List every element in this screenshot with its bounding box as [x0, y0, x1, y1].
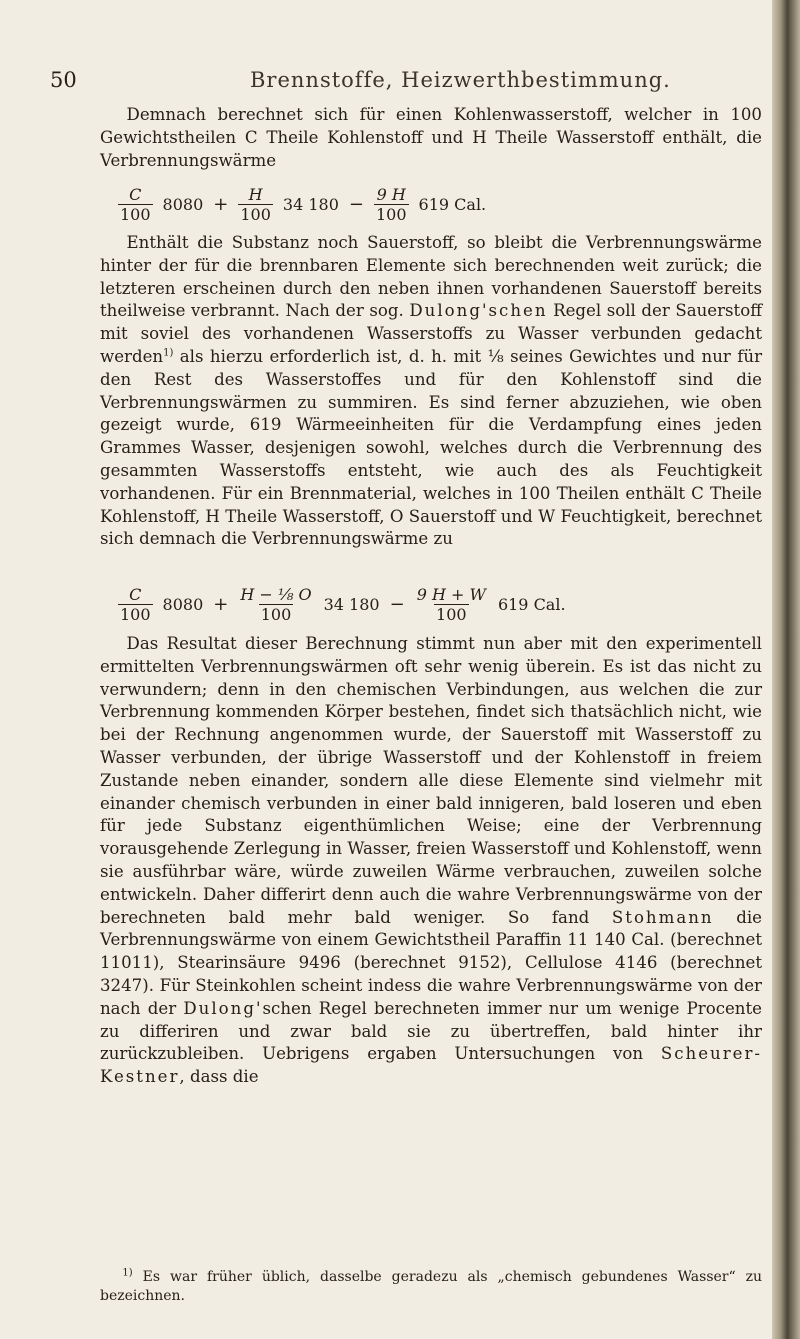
book-edge	[772, 0, 800, 1339]
fraction-carbon	[118, 585, 153, 624]
fraction-numerator: H	[248, 184, 263, 204]
fraction-numerator: 9 H + W	[416, 584, 486, 604]
paragraph-1	[100, 104, 762, 172]
paragraph-1-text: Demnach berechnet sich für einen Kohlenwasserstoff, welcher in 100 Gewichtstheilen C Theile Kohlenstoff und H Theile Wasserstoff enthält, die Verbrennungswärme	[100, 105, 762, 170]
name-dulong: Dulong'schen	[409, 301, 548, 321]
fraction-numerator: C	[129, 184, 142, 204]
operator-plus: +	[213, 193, 229, 215]
constant-carbon: 8080	[162, 594, 204, 614]
paragraph-2-text	[100, 232, 762, 551]
formula-dulong	[118, 580, 566, 628]
operator-minus: −	[389, 593, 405, 615]
constant-water: 619 Cal.	[497, 594, 566, 614]
paragraph-3-text	[100, 633, 762, 1089]
constant-water: 619 Cal.	[418, 194, 487, 214]
fraction-water	[374, 185, 409, 224]
fraction-numerator: C	[129, 584, 142, 604]
text-run: Enthält die Substanz noch Sauerstoff, so bleibt die Verbrennungswärme hinter der für die brennbaren Elemente sich berechnenden weit zurück; die letzteren erscheinen durch den neben ihnen vorhandenen Sauerstoff bereits theilweise verbrannt. Nach der sog.	[100, 233, 762, 321]
fraction-hydrogen	[238, 585, 313, 624]
paragraph-2	[100, 232, 762, 551]
page-header	[50, 68, 750, 98]
fraction-hydrogen	[238, 185, 273, 224]
fraction-denominator: 100	[375, 204, 407, 224]
fraction-denominator: 100	[120, 204, 151, 224]
operator-minus: −	[348, 193, 364, 215]
text-run: die Verbrennungswärme von einem Gewichtstheil Paraffin 11 140 Cal. (berechnet 11011), Stearinsäure 9496 (berechnet 9152), Cellulose 4146 (berechnet 3247). Für Steinkohlen scheint indess die wahre Verbrennungswärme von der nach der	[100, 907, 763, 1018]
text-run: Das Resultat dieser Berechnung stimmt nun aber mit den experimentell ermittelten Verbrennungswärmen oft sehr wenig überein. Es ist das nicht zu verwundern; denn in den chemischen Verbindungen, aus welchen die zur Verbrennung kommenden Körper bestehen, findet sich thatsächlich nicht, wie bei der Rechnung angenommen wurde, der Sauerstoff mit Wasserstoff zu Wasser verbunden, der übrige Wasserstoff und der Kohlenstoff in freiem Zustande neben einander, sondern alle diese Elemente sind vielmehr mit einander chemisch verbunden in einer bald innigeren, bald loseren und eben für jede Substanz eigenthümlichen Weise; eine der Verbrennung vorausgehende Zerlegung in Wasser, freien Wasserstoff und Kohlenstoff, wenn sie ausführbar wäre, würde zuweilen Wärme verbrauchen, zuweilen solche entwickeln. Daher differirt denn auch die wahre Verbrennungswärme von der berechneten bald mehr bald weniger. So fand	[100, 634, 762, 927]
text-run: schen Regel berechneten immer nur um wenige Procente zu differiren und zwar bald sie zu übertreffen, bald hinter ihr zurückzubleiben. Uebrigens ergaben Untersuchungen von	[100, 998, 762, 1064]
fraction-numerator: H − ⅛ O	[240, 584, 312, 604]
fraction-water	[415, 585, 488, 624]
running-title: Brennstoffe, Heizwerthbestimmung.	[250, 68, 671, 92]
formula-heating-value	[118, 180, 486, 228]
text-run: als hierzu erforderlich ist, d. h. mit ⅛ seines Gewichtes und nur für den Rest des Wasserstoffes und für den Kohlenstoff sind die Verbrennungswärmen zu summiren. Es sind ferner abzuziehen, wie oben gezeigt wurde, 619 Wärmeeinheiten für die Verdampfung eines jeden Grammes Wasser, desjenigen sowohl, welches durch die Verbrennung des gesammten Wasserstoffs entsteht, wie auch des als Feuchtigkeit vorhandenen. Für ein Brennmaterial, welches in 100 Theilen enthält C Theile Kohlenstoff, H Theile Wasserstoff, O Sauerstoff und W Feuchtigkeit, berechnet sich demnach die Verbrennungswärme zu	[100, 346, 762, 549]
name-stohmann: Stohmann	[611, 907, 714, 927]
name-scheurer-kestner: Scheurer-Kestner	[100, 1044, 762, 1087]
name-dulong: Dulong'	[183, 998, 263, 1018]
operator-plus: +	[213, 593, 229, 615]
constant-hydrogen: 34 180	[323, 594, 380, 614]
footnote	[100, 1268, 762, 1306]
footnote-text	[100, 1268, 762, 1306]
fraction-denominator: 100	[120, 604, 151, 624]
page-number: 50	[50, 68, 77, 92]
fraction-denominator: 100	[436, 604, 467, 624]
paragraph-3	[100, 633, 762, 1089]
fraction-denominator: 100	[240, 204, 271, 224]
footnote-body: Es war früher üblich, dasselbe geradezu als „chemisch gebundenes Wasser“ zu bezeichnen.	[100, 1269, 762, 1304]
constant-hydrogen: 34 180	[282, 194, 339, 214]
fraction-carbon	[118, 185, 153, 224]
footnote-reference[interactable]: 1)	[163, 347, 174, 359]
footnote-marker: 1)	[122, 1267, 133, 1279]
constant-carbon: 8080	[162, 194, 204, 214]
fraction-denominator: 100	[260, 604, 292, 624]
fraction-numerator: 9 H	[376, 184, 406, 204]
text-run: Regel soll der Sauerstoff mit soviel des vorhandenen Wasserstoffs zu Wasser verbunden gedacht werden	[100, 301, 762, 366]
text-run: , dass die	[179, 1067, 259, 1087]
